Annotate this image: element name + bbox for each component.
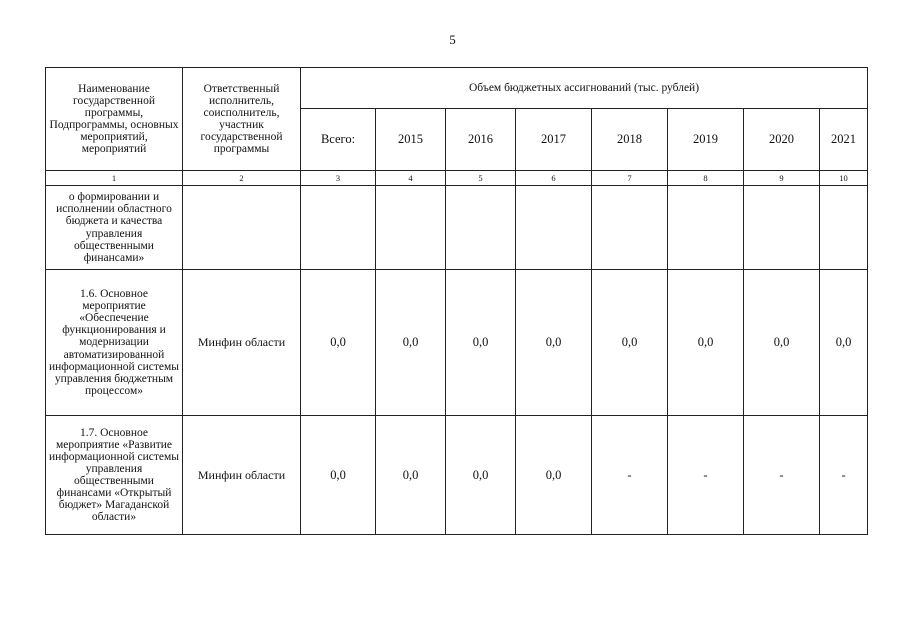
row-name: 1.6. Основное мероприятие «Обеспечение функционирования и модернизации автоматизированной информационной системы управления бюджетным процессом» [46,270,183,416]
column-number: 2 [183,171,301,186]
column-number: 7 [592,171,668,186]
header-year: 2021 [820,109,868,171]
row-value [516,186,592,270]
row-value: 0,0 [516,416,592,535]
row-value: 0,0 [301,416,376,535]
header-executor: Ответственный исполнитель, соисполнитель, участник государственной программы [183,68,301,171]
column-number: 6 [516,171,592,186]
row-name: о формировании и исполнении областного бюджета и качества управления общественными финансами» [46,186,183,270]
header-budget: Объем бюджетных ассигнований (тыс. рублей) [301,68,868,109]
row-value [446,186,516,270]
header-name: Наименование государственной программы, Подпрограммы, основных мероприятий, мероприятий [46,68,183,171]
row-value: - [668,416,744,535]
row-executor: Минфин области [183,270,301,416]
row-value: 0,0 [446,270,516,416]
row-value: 0,0 [516,270,592,416]
row-value [744,186,820,270]
row-value: - [592,416,668,535]
header-year: 2019 [668,109,744,171]
column-number: 4 [376,171,446,186]
row-value: 0,0 [301,270,376,416]
row-value: - [820,416,868,535]
budget-table [45,67,868,535]
row-value: 0,0 [376,416,446,535]
row-value [301,186,376,270]
row-value [820,186,868,270]
table-row [46,186,868,270]
row-value: 0,0 [668,270,744,416]
column-number: 1 [46,171,183,186]
header-total: Всего: [301,109,376,171]
row-name: 1.7. Основное мероприятие «Развитие информационной системы управления общественными финансами «Открытый бюджет» Магаданской области» [46,416,183,535]
table-row [46,416,868,535]
column-number: 5 [446,171,516,186]
header-year: 2020 [744,109,820,171]
header-year: 2016 [446,109,516,171]
row-value: 0,0 [744,270,820,416]
column-number-row [46,171,868,186]
row-value: 0,0 [376,270,446,416]
row-executor: Минфин области [183,416,301,535]
row-value: 0,0 [820,270,868,416]
header-year: 2018 [592,109,668,171]
column-number: 8 [668,171,744,186]
column-number: 3 [301,171,376,186]
column-number: 10 [820,171,868,186]
page-number: 5 [449,32,456,47]
row-value: 0,0 [446,416,516,535]
column-number: 9 [744,171,820,186]
row-executor [183,186,301,270]
table-row [46,270,868,416]
header-year: 2015 [376,109,446,171]
row-value: 0,0 [592,270,668,416]
row-value [376,186,446,270]
row-value: - [744,416,820,535]
row-value [668,186,744,270]
header-year: 2017 [516,109,592,171]
row-value [592,186,668,270]
